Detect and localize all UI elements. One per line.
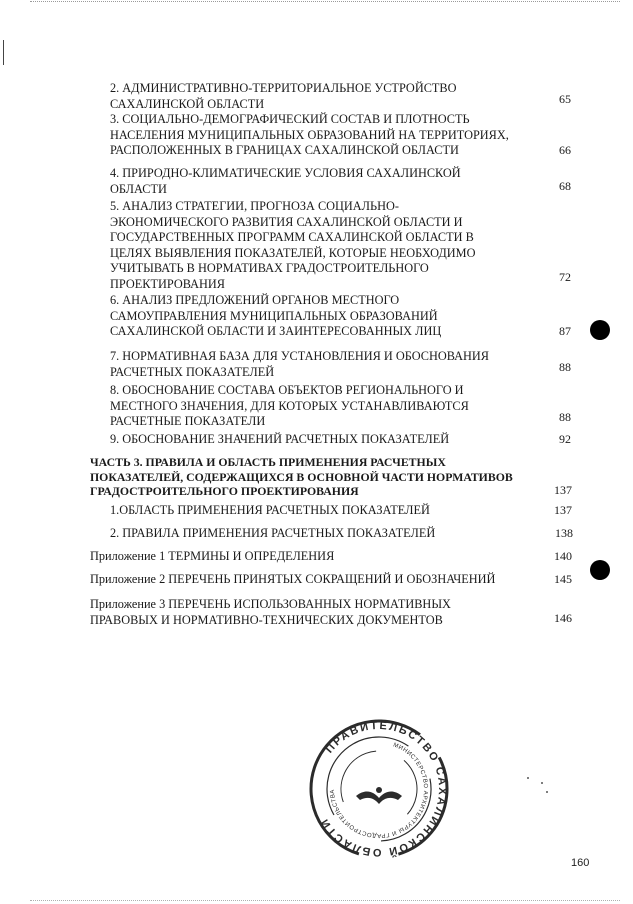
toc-entry-title: Приложение 1 ТЕРМИНЫ И ОПРЕДЕЛЕНИЯ xyxy=(90,549,335,563)
toc-entry-page: 138 xyxy=(555,526,573,540)
stamp-eagle-emblem xyxy=(356,792,402,804)
toc-entry-title: 5. АНАЛИЗ СТРАТЕГИИ, ПРОГНОЗА СОЦИАЛЬНО- ЭКОНОМИЧЕСКОГО РАЗВИТИЯ САХАЛИНСКОЙ ОБЛАСТИ И ГОСУДАРСТВЕННЫХ ПРОГРАММ САХАЛИНСКОЙ ОБЛАСТИ В ЦЕЛЯХ ВЫЯВЛЕНИЯ ПОКАЗАТЕЛЕЙ, КОТОРЫЕ НЕОБХОДИМО УЧИТЫВАТЬ В НОРМАТИВАХ ГРАДОСТРОИТЕЛЬНОГО ПРОЕКТИРОВАНИЯ xyxy=(110,199,476,291)
toc-entry-title: 3. СОЦИАЛЬНО-ДЕМОГРАФИЧЕСКИЙ СОСТАВ И ПЛОТНОСТЬ НАСЕЛЕНИЯ МУНИЦИПАЛЬНЫХ ОБРАЗОВАНИЙ НА ТЕРРИТОРИЯХ, РАСПОЛОЖЕННЫХ В ГРАНИЦАХ САХАЛИНСКОЙ ОБЛАСТИ xyxy=(110,112,509,157)
toc-entry-section-8 xyxy=(110,383,570,431)
stamp-outer-text: ПРАВИТЕЛЬСТВО САХАЛИНСКОЙ ОБЛАСТИ xyxy=(317,719,449,859)
toc-entry-title: 1.ОБЛАСТЬ ПРИМЕНЕНИЯ РАСЧЕТНЫХ ПОКАЗАТЕЛЕЙ xyxy=(110,503,430,517)
stamp-inner-text: МИНИСТЕРСТВО АРХИТЕКТУРЫ И ГРАДОСТРОИТЕЛЬСТВА xyxy=(329,742,429,839)
scan-speck xyxy=(546,791,548,793)
toc-entry-appendix-1 xyxy=(90,549,570,565)
toc-entry-page: 146 xyxy=(554,611,572,625)
toc-entry-title: 7. НОРМАТИВНАЯ БАЗА ДЛЯ УСТАНОВЛЕНИЯ И ОБОСНОВАНИЯ РАСЧЕТНЫХ ПОКАЗАТЕЛЕЙ xyxy=(110,349,489,379)
toc-entry-page: 92 xyxy=(559,432,571,446)
toc-entry-page: 65 xyxy=(559,92,571,106)
toc-entry-section-6 xyxy=(110,293,570,341)
toc-entry-page: 72 xyxy=(559,270,571,284)
toc-entry-title: 9. ОБОСНОВАНИЕ ЗНАЧЕНИЙ РАСЧЕТНЫХ ПОКАЗАТЕЛЕЙ xyxy=(110,432,450,446)
toc-entry-page: 87 xyxy=(559,324,571,338)
toc-entry-title: 8. ОБОСНОВАНИЕ СОСТАВА ОБЪЕКТОВ РЕГИОНАЛЬНОГО И МЕСТНОГО ЗНАЧЕНИЯ, ДЛЯ КОТОРЫХ УСТАНАВЛИВАЮТСЯ РАСЧЕТНЫЕ ПОКАЗАТЕЛИ xyxy=(110,383,469,428)
toc-entry-part-3 xyxy=(90,455,580,501)
toc-entry-appendix-3 xyxy=(90,597,570,629)
toc-entry-title: ЧАСТЬ 3. ПРАВИЛА И ОБЛАСТЬ ПРИМЕНЕНИЯ РАСЧЕТНЫХ ПОКАЗАТЕЛЕЙ, СОДЕРЖАЩИХСЯ В ОСНОВНОЙ ЧАСТИ НОРМАТИВОВ ГРАДОСТРОИТЕЛЬНОГО ПРОЕКТИРОВАНИЯ xyxy=(90,455,513,498)
binder-hole-lower xyxy=(590,560,610,580)
toc-entry-section-9 xyxy=(110,432,570,448)
toc-entry-appendix-2 xyxy=(90,572,580,588)
toc-entry-title: 2. ПРАВИЛА ПРИМЕНЕНИЯ РАСЧЕТНЫХ ПОКАЗАТЕЛЕЙ xyxy=(110,526,436,540)
toc-entry-title: Приложение 2 ПЕРЕЧЕНЬ ПРИНЯТЫХ СОКРАЩЕНИЙ И ОБОЗНАЧЕНИЙ xyxy=(90,572,496,586)
scan-speck xyxy=(527,777,529,779)
toc-entry-section-5 xyxy=(110,199,570,293)
toc-entry-part-3-section-1 xyxy=(110,503,570,519)
toc-entry-page: 145 xyxy=(554,572,572,586)
toc-entry-title: 4. ПРИРОДНО-КЛИМАТИЧЕСКИЕ УСЛОВИЯ САХАЛИНСКОЙ ОБЛАСТИ xyxy=(110,166,461,196)
binder-hole-upper xyxy=(590,320,610,340)
toc-entry-title: Приложение 3 ПЕРЕЧЕНЬ ИСПОЛЬЗОВАННЫХ НОРМАТИВНЫХ ПРАВОВЫХ И НОРМАТИВНО-ТЕХНИЧЕСКИХ ДОКУМЕНТОВ xyxy=(90,597,451,627)
scan-speck xyxy=(541,782,543,784)
toc-entry-page: 88 xyxy=(559,410,571,424)
toc-entry-page: 137 xyxy=(554,503,572,517)
toc-entry-page: 137 xyxy=(554,483,572,497)
scan-edge-bottom xyxy=(30,900,620,902)
toc-entry-page: 140 xyxy=(554,549,572,563)
toc-entry-page: 68 xyxy=(559,179,571,193)
toc-entry-title: 2. АДМИНИСТРАТИВНО-ТЕРРИТОРИАЛЬНОЕ УСТРОЙСТВО САХАЛИНСКОЙ ОБЛАСТИ xyxy=(110,81,457,111)
official-stamp xyxy=(308,718,450,860)
toc-entry-part-3-section-2 xyxy=(110,526,573,542)
page-number: 160 xyxy=(571,857,590,869)
toc-entry-section-3 xyxy=(110,112,580,160)
toc-entry-section-4 xyxy=(110,166,570,198)
toc-entry-page: 88 xyxy=(559,360,571,374)
toc-entry-page: 66 xyxy=(559,143,571,157)
toc-entry-title: 6. АНАЛИЗ ПРЕДЛОЖЕНИЙ ОРГАНОВ МЕСТНОГО САМОУПРАВЛЕНИЯ МУНИЦИПАЛЬНЫХ ОБРАЗОВАНИЙ САХАЛИНСКОЙ ОБЛАСТИ И ЗАИНТЕРЕСОВАННЫХ ЛИЦ xyxy=(110,293,442,338)
toc-entry-section-7 xyxy=(110,349,570,381)
toc-entry-section-2 xyxy=(110,81,570,113)
